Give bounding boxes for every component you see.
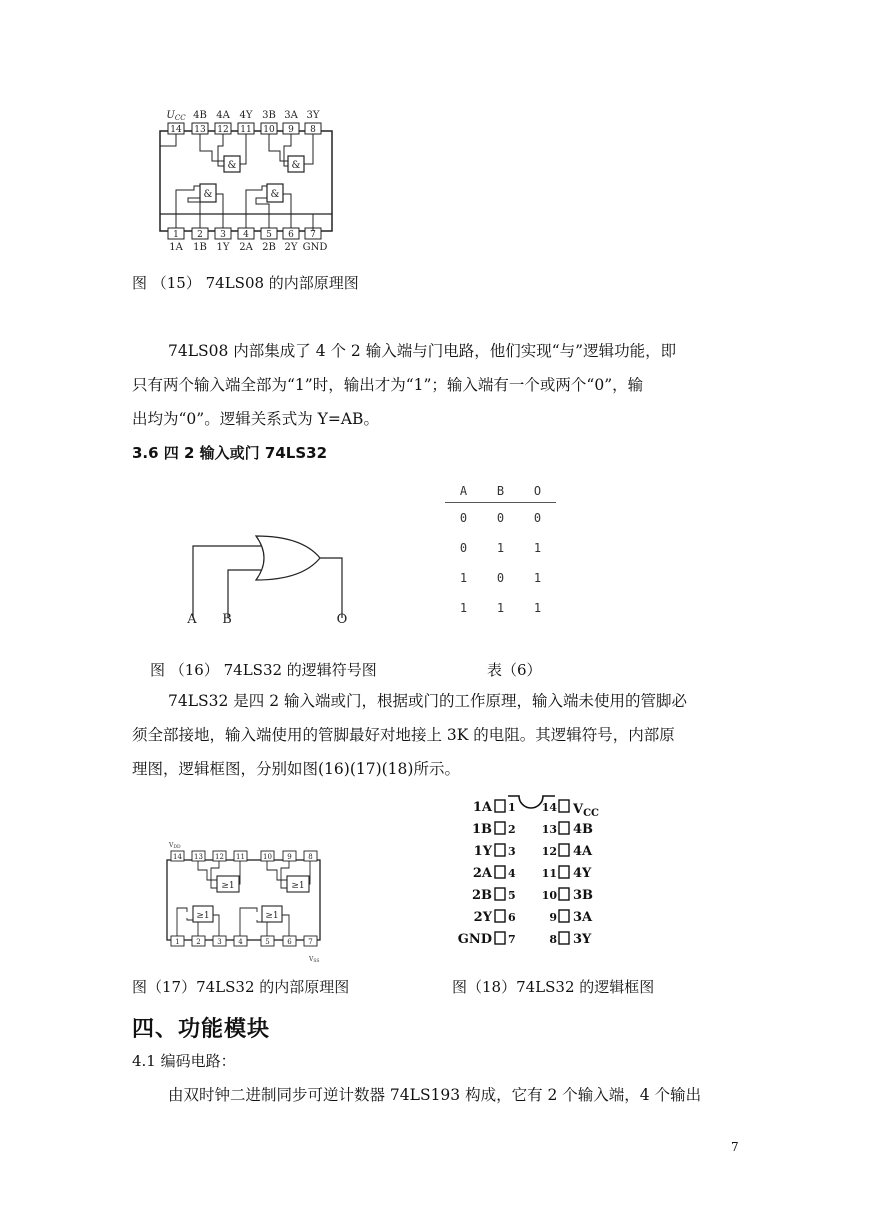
- fig15-pin-number: 6: [288, 230, 294, 240]
- fig15-pin-number: 10: [263, 125, 275, 135]
- fig15-bottom-label: 1B: [193, 242, 207, 253]
- table-row: [445, 503, 556, 534]
- fig18-pin-number: 4: [508, 867, 516, 880]
- fig15-pin-number: 14: [170, 125, 182, 135]
- fig15-pin-number: 9: [288, 125, 294, 135]
- table6-caption: 表（6）: [487, 661, 542, 679]
- fig15-bottom-label: GND: [302, 242, 328, 253]
- fig15-top-label: 4Y: [239, 110, 253, 121]
- section-heading-3-6: 3.6 四 2 输入或门 74LS32: [132, 444, 328, 462]
- fig17-pin-number: 4: [238, 938, 243, 946]
- fig18-pin-number: 14: [541, 801, 557, 814]
- fig17-pin-number: 12: [215, 853, 224, 861]
- fig16-caption: 图 （16） 74LS32 的逻辑符号图: [150, 661, 377, 679]
- fig15-top-label: 4B: [193, 110, 207, 121]
- para-line: 只有两个输入端全部为“1”时，输出才为“1”；输入端有一个或两个“0”，输: [132, 376, 644, 394]
- para-line: 出均为“0”。逻辑关系式为 Y=AB。: [132, 410, 379, 428]
- fig15-bottom-label: 2Y: [284, 242, 298, 253]
- fig18-pinout: [455, 792, 625, 954]
- table-cell: 1: [459, 571, 468, 585]
- fig18-pin-number: 2: [508, 823, 516, 836]
- fig18-pin-number: 3: [508, 845, 516, 858]
- fig17-vss-label: VSS: [309, 956, 320, 964]
- fig18-right-label: 4Y: [573, 866, 592, 881]
- paragraph-and-gate: [132, 334, 752, 436]
- fig15-bottom-label: 2B: [262, 242, 276, 253]
- fig15-pin-number: 12: [217, 125, 229, 135]
- fig17-pin-number: 10: [263, 853, 272, 861]
- fig17-pin-number: 8: [308, 853, 313, 861]
- fig17-diagram: [165, 840, 330, 965]
- table-cell: 0: [496, 571, 505, 585]
- fig18-right-label: 3A: [573, 910, 593, 925]
- para-line: 须全部接地，输入端使用的管脚最好对地接上 3K 的电阻。其逻辑符号，内部原: [132, 726, 675, 744]
- table-cell: 1: [533, 601, 542, 615]
- fig17-pin-number: 3: [217, 938, 222, 946]
- fig17-gate-symbol: ≥1: [221, 881, 235, 891]
- table-cell: 1: [496, 601, 505, 615]
- fig18-pin-number: 10: [541, 889, 557, 902]
- fig18-pin-number: 6: [508, 911, 516, 924]
- table-header-cell: A: [459, 484, 468, 498]
- fig18-right-label: 3Y: [573, 932, 592, 947]
- fig17-gate-symbol: ≥1: [196, 911, 210, 921]
- para-line: 74LS08 内部集成了 4 个 2 输入端与门电路，他们实现“与”逻辑功能，即: [168, 342, 677, 360]
- fig15-pin-number: 8: [310, 125, 316, 135]
- fig17-pin-number: 1: [175, 938, 180, 946]
- fig15-top-label: $U_{CC}$: [166, 110, 186, 122]
- fig15-pin-number: 2: [197, 230, 203, 240]
- fig18-pin-number: 9: [549, 911, 557, 924]
- fig17-pin-number: 5: [265, 938, 270, 946]
- fig18-pin-number: 1: [508, 801, 516, 814]
- fig17-pin-number: 9: [287, 853, 292, 861]
- fig15-pin-number: 11: [240, 125, 252, 135]
- fig18-left-label: 2Y: [473, 910, 492, 925]
- table-cell: 0: [496, 511, 505, 525]
- fig17-pin-number: 2: [196, 938, 201, 946]
- page-number: 7: [731, 1140, 739, 1154]
- fig16-label-o: O: [336, 612, 348, 627]
- fig18-right-label: $V_{CC}$: [573, 802, 600, 819]
- fig17-pin-number: 6: [287, 938, 292, 946]
- table-cell: 1: [533, 571, 542, 585]
- fig15-gate-symbol: &: [270, 189, 280, 200]
- fig18-left-label: 2A: [472, 866, 492, 881]
- fig15-top-label: 3A: [284, 110, 298, 121]
- fig16-label-a: A: [187, 612, 197, 627]
- fig18-left-label: GND: [457, 932, 492, 947]
- fig17-pin-number: 13: [194, 853, 203, 861]
- fig18-pin-number: 7: [508, 933, 516, 946]
- fig18-left-label: 2B: [471, 888, 492, 903]
- fig15-gate-symbol: &: [203, 189, 213, 200]
- fig17-gate-symbol: ≥1: [265, 911, 279, 921]
- table-cell: 0: [459, 541, 468, 555]
- section-heading-4: 四、功能模块: [132, 1017, 271, 1042]
- table-cell: 1: [496, 541, 505, 555]
- fig17-pin-number: 7: [308, 938, 313, 946]
- fig18-left-label: 1B: [471, 822, 492, 837]
- table-cell: 1: [533, 541, 542, 555]
- fig15-bottom-label: 1Y: [216, 242, 230, 253]
- table-cell: 0: [459, 511, 468, 525]
- table-header-row: [445, 480, 556, 503]
- fig15-gate-symbol: &: [291, 160, 301, 171]
- fig18-pin-number: 12: [541, 845, 557, 858]
- para-line: 74LS32 是四 2 输入端或门，根据或门的工作原理，输入端未使用的管脚必: [168, 692, 688, 710]
- fig15-pin-number: 7: [310, 230, 316, 240]
- fig15-top-label: 4A: [216, 110, 230, 121]
- fig18-right-label: 3B: [573, 888, 594, 903]
- fig16-or-gate-symbol: [180, 528, 360, 633]
- table-cell: 0: [533, 511, 542, 525]
- fig15-pin-number: 3: [220, 230, 226, 240]
- fig15-pin-number: 4: [243, 230, 249, 240]
- fig15-top-label: 3Y: [306, 110, 320, 121]
- para-line: 理图，逻辑框图，分别如图(16)(17)(18)所示。: [132, 760, 460, 778]
- fig17-gate-symbol: ≥1: [291, 881, 305, 891]
- table-row: [445, 593, 556, 623]
- fig15-bottom-label: 2A: [239, 242, 253, 253]
- paragraph-encoder: 由双时钟二进制同步可逆计数器 74LS193 构成，它有 2 个输入端，4 个输出: [168, 1086, 702, 1104]
- table-cell: 1: [459, 601, 468, 615]
- fig18-pin-number: 5: [508, 889, 516, 902]
- fig15-pin-number: 1: [173, 230, 179, 240]
- table-row: [445, 563, 556, 593]
- fig15-pin-number: 5: [266, 230, 272, 240]
- table-header-cell: O: [533, 484, 542, 498]
- fig15-caption: 图 （15） 74LS08 的内部原理图: [132, 274, 359, 292]
- fig18-left-label: 1A: [472, 800, 492, 815]
- table-header-cell: B: [496, 484, 505, 498]
- truth-table-6: [445, 480, 556, 623]
- fig17-vdd-label: VDD: [169, 842, 181, 850]
- fig18-pin-number: 13: [541, 823, 557, 836]
- fig17-caption: 图（17）74LS32 的内部原理图: [132, 978, 350, 996]
- fig18-pin-number: 11: [541, 867, 557, 880]
- fig18-left-label: 1Y: [473, 844, 492, 859]
- fig15-bottom-label: 1A: [169, 242, 183, 253]
- subsection-heading-4-1: 4.1 编码电路：: [132, 1052, 236, 1070]
- paragraph-or-gate: [132, 684, 752, 786]
- fig15-gate-symbol: &: [227, 160, 237, 171]
- fig15-diagram: [152, 106, 342, 256]
- fig17-pin-number: 11: [236, 853, 245, 861]
- fig18-right-label: 4B: [573, 822, 594, 837]
- fig18-caption: 图（18）74LS32 的逻辑框图: [452, 978, 655, 996]
- fig18-pin-number: 8: [549, 933, 557, 946]
- table-row: [445, 533, 556, 563]
- fig15-pin-number: 13: [194, 125, 206, 135]
- fig16-label-b: B: [222, 612, 232, 627]
- fig15-top-label: 3B: [262, 110, 276, 121]
- fig18-right-label: 4A: [573, 844, 593, 859]
- fig17-pin-number: 14: [173, 853, 182, 861]
